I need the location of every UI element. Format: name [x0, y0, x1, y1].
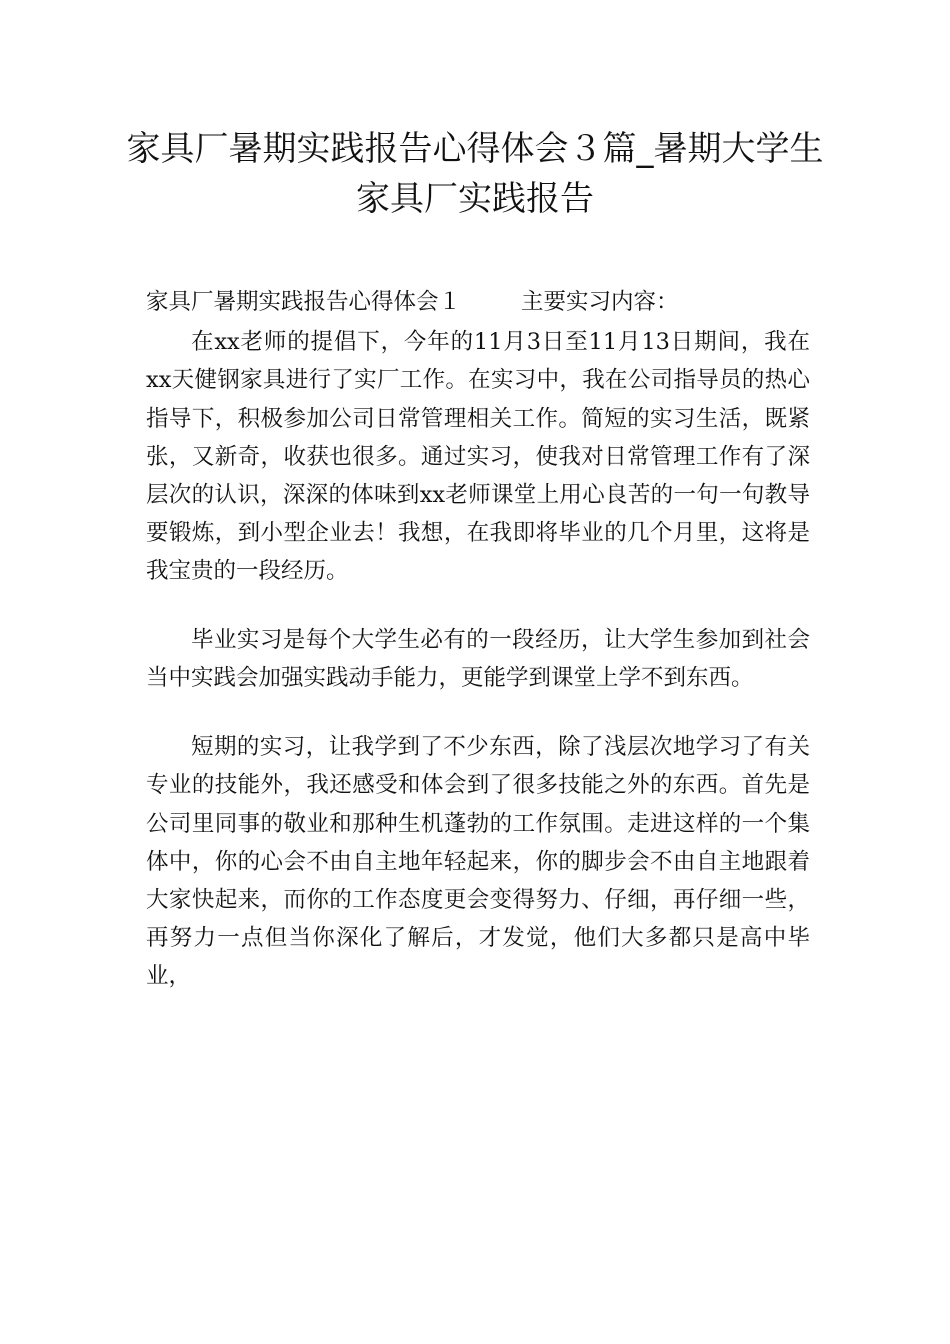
document-title: 家具厂暑期实践报告心得体会３篇_暑期大学生家具厂实践报告 [126, 129, 824, 219]
paragraph-1: 在xx老师的提倡下，今年的11月3日至11月13日期间，我在xx天健钢家具进行了实厂工作。在实习中，我在公司指导员的热心指导下，积极参加公司日常管理相关工作。简短的实习生活，既紧张，又新奇，收获也很多。通过实习，使我对日常管理工作有了深层次的认识，深深的体味到xx老师课堂上用心良苦的一句一句教导要锻炼，到小型企业去！我想，在我即将毕业的几个月里，这将是我宝贵的一段经历。 [146, 329, 810, 585]
section-heading-line [146, 283, 810, 321]
section-heading: 家具厂暑期实践报告心得体会１ [146, 289, 462, 315]
section-subheading: 主要实习内容： [521, 289, 679, 315]
paragraph-3: 短期的实习，让我学到了不少东西，除了浅层次地学习了有关专业的技能外，我还感受和体会到了很多技能之外的东西。首先是公司里同事的敬业和那种生机蓬勃的工作氛围。走进这样的一个集体中，你的心会不由自主地年轻起来，你的脚步会不由自主地跟着大家快起来，而你的工作态度更会变得努力、仔细，再仔细一些，再努力一点但当你深化了解后，才发觉，他们大多都只是高中毕业， [146, 734, 810, 990]
paragraph-2: 毕业实习是每个大学生必有的一段经历，让大学生参加到社会当中实践会加强实践动手能力，更能学到课堂上学不到东西。 [146, 627, 810, 692]
document-body [146, 283, 810, 996]
